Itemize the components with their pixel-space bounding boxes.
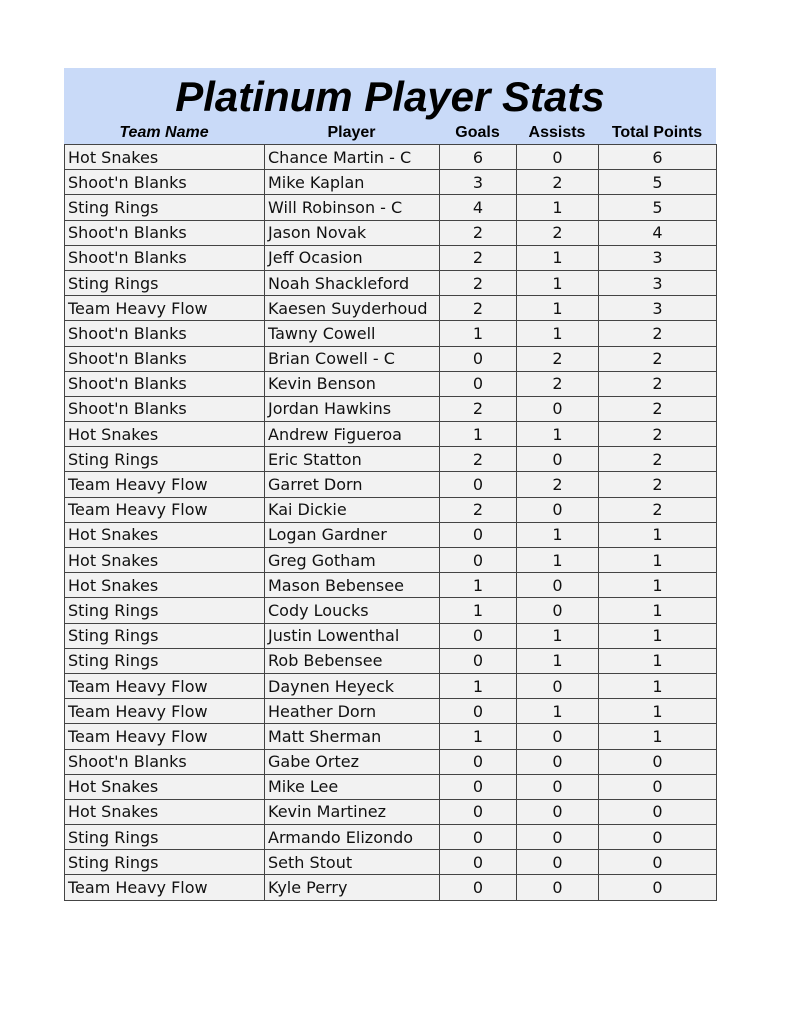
goals-cell: 2 [440, 245, 517, 270]
team-cell: Shoot'n Blanks [65, 396, 265, 421]
goals-cell: 1 [440, 422, 517, 447]
assists-cell: 1 [517, 195, 599, 220]
player-cell: Justin Lowenthal [265, 623, 440, 648]
team-cell: Team Heavy Flow [65, 724, 265, 749]
player-cell: Matt Sherman [265, 724, 440, 749]
team-cell: Hot Snakes [65, 548, 265, 573]
goals-cell: 0 [440, 875, 517, 900]
player-cell: Kyle Perry [265, 875, 440, 900]
goals-cell: 4 [440, 195, 517, 220]
goals-cell: 0 [440, 623, 517, 648]
team-cell: Team Heavy Flow [65, 472, 265, 497]
player-cell: Armando Elizondo [265, 825, 440, 850]
player-cell: Daynen Heyeck [265, 673, 440, 698]
table-row [65, 170, 717, 195]
player-cell: Gabe Ortez [265, 749, 440, 774]
table-row [65, 296, 717, 321]
assists-cell: 1 [517, 699, 599, 724]
column-header-team: Team Name [119, 124, 209, 141]
team-cell: Shoot'n Blanks [65, 321, 265, 346]
goals-cell: 2 [440, 220, 517, 245]
table-row [65, 522, 717, 547]
team-cell: Sting Rings [65, 270, 265, 295]
assists-cell: 1 [517, 522, 599, 547]
team-cell: Sting Rings [65, 598, 265, 623]
team-cell: Shoot'n Blanks [65, 245, 265, 270]
player-cell: Mason Bebensee [265, 573, 440, 598]
player-cell: Kaesen Suyderhoud [265, 296, 440, 321]
table-row [65, 447, 717, 472]
assists-cell: 1 [517, 321, 599, 346]
table-row [65, 749, 717, 774]
assists-cell: 0 [517, 850, 599, 875]
total-points-cell: 0 [599, 774, 717, 799]
stats-sheet [64, 68, 716, 901]
team-cell: Hot Snakes [65, 145, 265, 170]
assists-cell: 1 [517, 623, 599, 648]
page-title: Platinum Player Stats [175, 73, 605, 120]
player-cell: Will Robinson - C [265, 195, 440, 220]
table-row [65, 699, 717, 724]
player-cell: Noah Shackleford [265, 270, 440, 295]
assists-cell: 2 [517, 371, 599, 396]
table-row [65, 497, 717, 522]
total-points-cell: 0 [599, 850, 717, 875]
assists-cell: 1 [517, 422, 599, 447]
assists-cell: 0 [517, 724, 599, 749]
total-points-cell: 0 [599, 799, 717, 824]
player-cell: Greg Gotham [265, 548, 440, 573]
total-points-cell: 1 [599, 522, 717, 547]
assists-cell: 2 [517, 346, 599, 371]
goals-cell: 0 [440, 699, 517, 724]
goals-cell: 0 [440, 548, 517, 573]
assists-cell: 0 [517, 145, 599, 170]
column-header-player: Player [327, 124, 376, 141]
player-cell: Chance Martin - C [265, 145, 440, 170]
total-points-cell: 5 [599, 170, 717, 195]
goals-cell: 0 [440, 774, 517, 799]
table-row [65, 573, 717, 598]
total-points-cell: 2 [599, 371, 717, 396]
team-cell: Hot Snakes [65, 774, 265, 799]
team-cell: Team Heavy Flow [65, 296, 265, 321]
assists-cell: 0 [517, 875, 599, 900]
player-cell: Kevin Benson [265, 371, 440, 396]
goals-cell: 1 [440, 573, 517, 598]
team-cell: Shoot'n Blanks [65, 749, 265, 774]
table-row [65, 850, 717, 875]
total-points-cell: 1 [599, 673, 717, 698]
team-cell: Shoot'n Blanks [65, 371, 265, 396]
assists-cell: 0 [517, 799, 599, 824]
player-cell: Kai Dickie [265, 497, 440, 522]
goals-cell: 2 [440, 296, 517, 321]
total-points-cell: 1 [599, 548, 717, 573]
total-points-cell: 1 [599, 724, 717, 749]
assists-cell: 0 [517, 598, 599, 623]
assists-cell: 0 [517, 447, 599, 472]
table-row [65, 396, 717, 421]
table-row [65, 220, 717, 245]
stats-table [64, 144, 717, 901]
goals-cell: 2 [440, 497, 517, 522]
goals-cell: 1 [440, 673, 517, 698]
goals-cell: 0 [440, 371, 517, 396]
column-header-total-points: Total Points [611, 124, 703, 141]
team-cell: Sting Rings [65, 648, 265, 673]
total-points-cell: 3 [599, 270, 717, 295]
assists-cell: 1 [517, 270, 599, 295]
total-points-cell: 2 [599, 497, 717, 522]
table-row [65, 548, 717, 573]
team-cell: Team Heavy Flow [65, 497, 265, 522]
assists-cell: 2 [517, 472, 599, 497]
total-points-cell: 3 [599, 296, 717, 321]
total-points-cell: 2 [599, 422, 717, 447]
team-cell: Hot Snakes [65, 799, 265, 824]
assists-cell: 0 [517, 673, 599, 698]
header-band [64, 68, 716, 144]
assists-cell: 0 [517, 497, 599, 522]
team-cell: Sting Rings [65, 850, 265, 875]
assists-cell: 0 [517, 573, 599, 598]
goals-cell: 0 [440, 799, 517, 824]
goals-cell: 2 [440, 396, 517, 421]
player-cell: Heather Dorn [265, 699, 440, 724]
team-cell: Hot Snakes [65, 573, 265, 598]
table-row [65, 371, 717, 396]
stats-table-body [65, 145, 717, 901]
goals-cell: 0 [440, 522, 517, 547]
assists-cell: 1 [517, 296, 599, 321]
goals-cell: 3 [440, 170, 517, 195]
total-points-cell: 1 [599, 648, 717, 673]
table-row [65, 648, 717, 673]
player-cell: Mike Kaplan [265, 170, 440, 195]
goals-cell: 0 [440, 749, 517, 774]
player-cell: Eric Statton [265, 447, 440, 472]
goals-cell: 2 [440, 447, 517, 472]
total-points-cell: 2 [599, 346, 717, 371]
player-cell: Jordan Hawkins [265, 396, 440, 421]
table-row [65, 195, 717, 220]
table-row [65, 799, 717, 824]
table-row [65, 472, 717, 497]
player-cell: Seth Stout [265, 850, 440, 875]
total-points-cell: 4 [599, 220, 717, 245]
total-points-cell: 2 [599, 472, 717, 497]
player-cell: Cody Loucks [265, 598, 440, 623]
goals-cell: 0 [440, 346, 517, 371]
total-points-cell: 2 [599, 447, 717, 472]
total-points-cell: 2 [599, 321, 717, 346]
total-points-cell: 0 [599, 825, 717, 850]
player-cell: Mike Lee [265, 774, 440, 799]
total-points-cell: 1 [599, 699, 717, 724]
column-header-goals: Goals [455, 124, 500, 141]
team-cell: Shoot'n Blanks [65, 170, 265, 195]
assists-cell: 0 [517, 774, 599, 799]
team-cell: Shoot'n Blanks [65, 220, 265, 245]
total-points-cell: 1 [599, 598, 717, 623]
team-cell: Sting Rings [65, 825, 265, 850]
assists-cell: 0 [517, 749, 599, 774]
table-row [65, 598, 717, 623]
table-row [65, 623, 717, 648]
assists-cell: 0 [517, 396, 599, 421]
team-cell: Sting Rings [65, 195, 265, 220]
assists-cell: 0 [517, 825, 599, 850]
team-cell: Sting Rings [65, 623, 265, 648]
goals-cell: 0 [440, 825, 517, 850]
table-row [65, 245, 717, 270]
team-cell: Hot Snakes [65, 422, 265, 447]
team-cell: Team Heavy Flow [65, 875, 265, 900]
assists-cell: 2 [517, 220, 599, 245]
player-cell: Jason Novak [265, 220, 440, 245]
player-cell: Brian Cowell - C [265, 346, 440, 371]
goals-cell: 6 [440, 145, 517, 170]
total-points-cell: 6 [599, 145, 717, 170]
player-cell: Rob Bebensee [265, 648, 440, 673]
goals-cell: 2 [440, 270, 517, 295]
table-row [65, 774, 717, 799]
goals-cell: 1 [440, 724, 517, 749]
table-row [65, 270, 717, 295]
total-points-cell: 0 [599, 749, 717, 774]
player-cell: Andrew Figueroa [265, 422, 440, 447]
player-cell: Garret Dorn [265, 472, 440, 497]
column-headers [64, 122, 716, 144]
total-points-cell: 2 [599, 396, 717, 421]
team-cell: Team Heavy Flow [65, 673, 265, 698]
table-row [65, 875, 717, 900]
goals-cell: 1 [440, 598, 517, 623]
total-points-cell: 1 [599, 573, 717, 598]
player-cell: Jeff Ocasion [265, 245, 440, 270]
assists-cell: 1 [517, 245, 599, 270]
total-points-cell: 3 [599, 245, 717, 270]
total-points-cell: 0 [599, 875, 717, 900]
team-cell: Shoot'n Blanks [65, 346, 265, 371]
assists-cell: 1 [517, 648, 599, 673]
assists-cell: 1 [517, 548, 599, 573]
team-cell: Hot Snakes [65, 522, 265, 547]
total-points-cell: 5 [599, 195, 717, 220]
player-cell: Kevin Martinez [265, 799, 440, 824]
total-points-cell: 1 [599, 623, 717, 648]
goals-cell: 0 [440, 472, 517, 497]
goals-cell: 0 [440, 648, 517, 673]
table-row [65, 422, 717, 447]
goals-cell: 0 [440, 850, 517, 875]
player-cell: Logan Gardner [265, 522, 440, 547]
table-row [65, 673, 717, 698]
player-cell: Tawny Cowell [265, 321, 440, 346]
team-cell: Team Heavy Flow [65, 699, 265, 724]
team-cell: Sting Rings [65, 447, 265, 472]
table-row [65, 321, 717, 346]
table-row [65, 145, 717, 170]
table-row [65, 825, 717, 850]
goals-cell: 1 [440, 321, 517, 346]
assists-cell: 2 [517, 170, 599, 195]
table-row [65, 346, 717, 371]
table-row [65, 724, 717, 749]
column-header-assists: Assists [528, 124, 586, 141]
